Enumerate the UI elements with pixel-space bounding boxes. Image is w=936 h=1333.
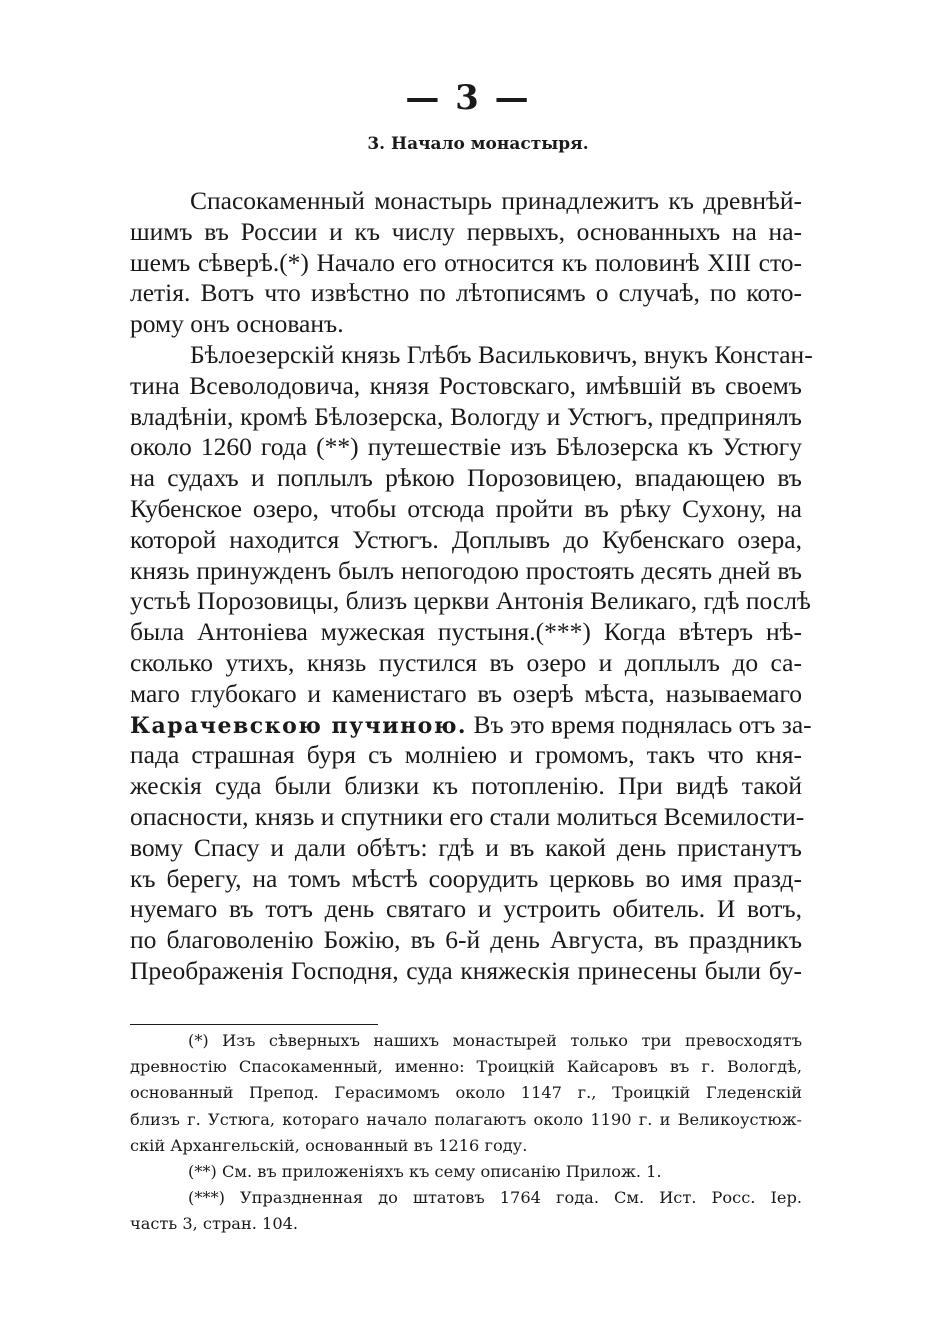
footnote-line: близъ г. Устюга, котораго начало полагаютъ около 1190 г. и Великоустюж-	[130, 1109, 802, 1129]
text-line-emphasis	[130, 709, 812, 741]
main-text	[130, 186, 813, 987]
emphasized-place-name: Карачевскою пучиною.	[130, 712, 468, 739]
text-line: Кубенское озеро, чтобы отсюда пройти въ рѣку Сухону, на	[130, 493, 802, 523]
footnotes	[130, 1028, 802, 1238]
text-line: сколько утихъ, князь пустился въ озеро и доплылъ до са-	[130, 647, 802, 677]
text-line: вому Спасу и дали обѣтъ: гдѣ и въ какой день пристанутъ	[130, 832, 802, 862]
text-line: жескія суда были близки къ потопленію. При видѣ такой	[130, 771, 802, 801]
footnote-line: основанный Препод. Герасимомъ около 1147 г., Троицкій Гледенскій	[130, 1083, 802, 1103]
footnote-line: часть 3, стран. 104.	[130, 1214, 299, 1234]
section-title: 3. Начало монастыря.	[367, 134, 589, 154]
footnote-line: (**) См. въ приложеніяхъ къ сему описанію Прилож. 1.	[188, 1161, 662, 1181]
text-line: рому онъ основанъ.	[130, 309, 344, 339]
text-line: по благоволенію Божію, въ 6-й день Августа, въ праздникъ	[130, 925, 802, 955]
text-line: шимъ въ России и къ числу первыхъ, основанныхъ на на-	[130, 216, 802, 246]
footnote-divider	[130, 1024, 378, 1025]
text-line: Спасокаменный монастырь принадлежитъ къ древнѣй-	[190, 186, 802, 215]
text-fragment: Въ это время поднялась отъ за-	[467, 709, 812, 739]
footnote-line: (*) Изъ сѣверныхъ нашихъ монастырей только три превосходятъ	[188, 1031, 802, 1050]
text-line: нуемаго въ тотъ день святаго и устроить обитель. И вотъ,	[130, 894, 802, 924]
text-line: къ берегу, на томъ мѣстѣ соорудить церковь во имя празд-	[130, 863, 802, 893]
text-line: на судахъ и поплылъ рѣкою Порозовицею, впадающею въ	[130, 463, 802, 493]
footnote-line: (***) Упраздненная до штатовъ 1764 года. См. Ист. Росс. Іер.	[188, 1188, 802, 1208]
footnote-line: скій Архангельскій, основанный въ 1216 году.	[130, 1135, 528, 1155]
text-line: Преображенія Господня, суда княжескія принесены были бу-	[130, 955, 802, 985]
text-line: владѣніи, кромѣ Бѣлозерска, Вологду и Устюгъ, предпринялъ	[130, 401, 802, 431]
text-line: шемъ сѣверѣ.(*) Начало его относится къ половинѣ XIII сто-	[130, 247, 802, 277]
page-number: — 3 —	[405, 78, 531, 118]
text-line: тина Всеволодовича, князя Ростовскаго, имѣвшій въ своемъ	[130, 370, 802, 400]
text-line: устьѣ Порозовицы, близъ церкви Антонія Великаго, гдѣ послѣ	[130, 586, 811, 616]
text-line: маго глубокаго и каменистаго въ озерѣ мѣста, называемаго	[130, 678, 802, 708]
text-line: опасности, князь и спутники его стали молиться Всемилости-	[130, 801, 805, 831]
text-line: около 1260 года (**) путешествіе изъ Бѣлозерска къ Устюгу	[130, 432, 802, 462]
text-line: которой находится Устюгъ. Доплывъ до Кубенскаго озера,	[130, 524, 802, 554]
footnote-line: древностію Спасокаменный, именно: Троицкій Кайсаровъ въ г. Вологдѣ,	[130, 1057, 802, 1077]
text-line: князь принужденъ былъ непогодою простоять десять дней въ	[130, 555, 802, 585]
text-line: Бѣлоезерскій князь Глѣбъ Васильковичъ, внукъ Констан-	[190, 339, 813, 369]
text-line: летія. Вотъ что извѣстно по лѣтописямъ о случаѣ, по кото-	[130, 278, 802, 308]
text-line: была Антоніева мужеская пустыня.(***) Когда вѣтеръ нѣ-	[130, 617, 802, 647]
text-line: пада страшная буря съ молніею и громомъ, такъ что кня-	[130, 740, 802, 770]
